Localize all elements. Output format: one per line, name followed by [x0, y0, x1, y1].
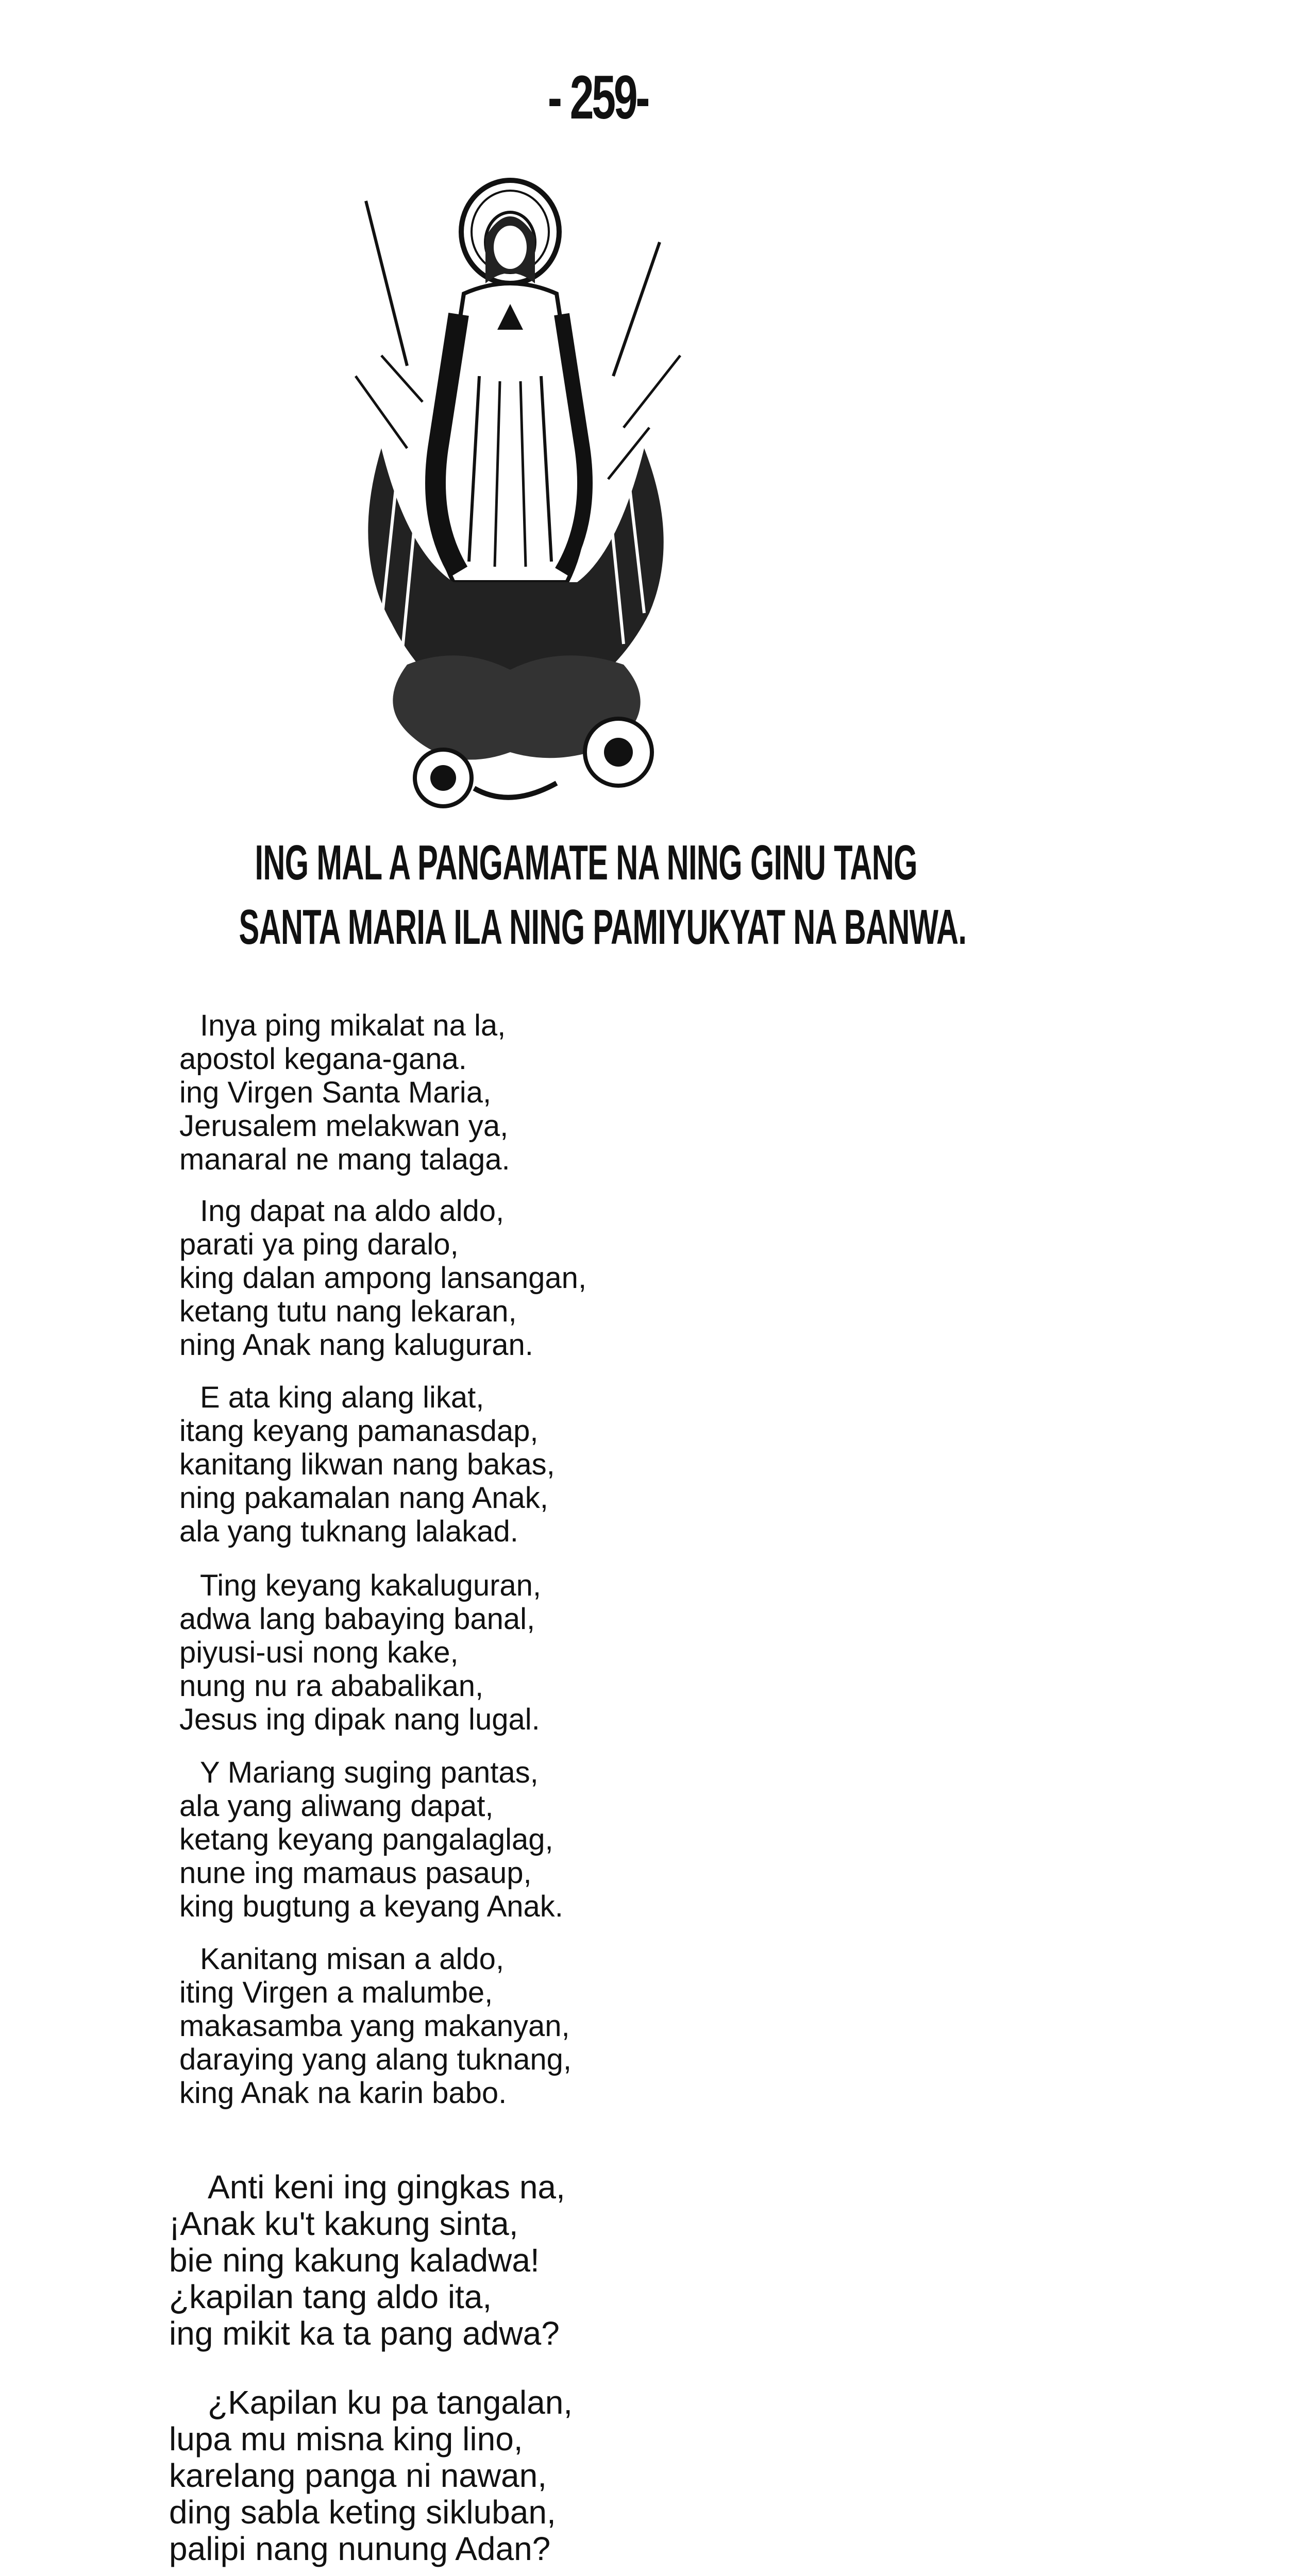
verse-line: E ata king alang likat,: [200, 1381, 484, 1414]
verse-line: ning Anak nang kaluguran.: [179, 1328, 533, 1362]
verse-line: iting Virgen a malumbe,: [179, 1976, 493, 2009]
verse-line: Anti keni ing gingkas na,: [208, 2168, 565, 2206]
verse-line: king dalan ampong lansangan,: [179, 1261, 587, 1295]
verse-line: ketang tutu nang lekaran,: [179, 1295, 517, 1328]
verse-line: manaral ne mang talaga.: [179, 1143, 510, 1176]
title-line-2: SANTA MARIA ILA NING PAMIYUKYAT NA BANWA.: [239, 900, 967, 955]
verse-line: ala yang tuknang lalakad.: [179, 1515, 518, 1548]
title-line-1: ING MAL A PANGAMATE NA NING GINU TANG: [255, 835, 917, 890]
stanza-1: [179, 1009, 510, 1176]
verse-line: ketang keyang pangalaglag,: [179, 1823, 553, 1856]
verse-line: ¿Kapilan ku pa tangalan,: [208, 2384, 573, 2421]
stanza-6: [179, 1942, 572, 2110]
verse-line: piyusi-usi nong kake,: [179, 1636, 459, 1669]
verse-line: Ting keyang kakaluguran,: [200, 1569, 542, 1602]
verse-line: Inya ping mikalat na la,: [200, 1009, 506, 1042]
verse-line: ala yang aliwang dapat,: [179, 1789, 494, 1823]
verse-line: Ing dapat na aldo aldo,: [200, 1194, 505, 1228]
stanza-3: [179, 1381, 555, 1548]
stanza-4: [179, 1569, 541, 1736]
verse-line: ¿kapilan tang aldo ita,: [169, 2278, 492, 2315]
stanza-2: [179, 1194, 586, 1362]
verse-line: Y Mariang suging pantas,: [200, 1756, 539, 1789]
stanza-8: [169, 2384, 573, 2567]
verse-line: nune ing mamaus pasaup,: [179, 1856, 532, 1890]
verse-line: adwa lang babaying banal,: [179, 1602, 535, 1636]
verse-line: Jesus ing dipak nang lugal.: [179, 1703, 540, 1736]
verse-line: Kanitang misan a aldo,: [200, 1942, 505, 1976]
verse-line: palipi nang nunung Adan?: [169, 2530, 551, 2567]
verse-line: itang keyang pamanasdap,: [179, 1414, 539, 1448]
verse-line: ing Virgen Santa Maria,: [179, 1076, 492, 1109]
stanza-7: [169, 2169, 565, 2352]
verse-line: lupa mu misna king lino,: [169, 2420, 523, 2458]
verse-line: makasamba yang makanyan,: [179, 2009, 570, 2043]
verse-line: king bugtung a keyang Anak.: [179, 1890, 563, 1923]
page-number: - 259-: [547, 63, 648, 132]
verse-line: nung nu ra ababalikan,: [179, 1669, 484, 1703]
verse-line: bie ning kakung kaladwa!: [169, 2242, 540, 2279]
stanza-5: [179, 1756, 563, 1923]
verse-line: ding sabla keting sikluban,: [169, 2494, 556, 2531]
verse-line: parati ya ping daralo,: [179, 1228, 459, 1261]
verse-line: ¡Anak ku't kakung sinta,: [169, 2205, 518, 2242]
verse-line: apostol kegana-gana.: [179, 1042, 467, 1076]
verse-line: ing mikit ka ta pang adwa?: [169, 2315, 560, 2352]
verse-line: karelang panga ni nawan,: [169, 2457, 547, 2494]
verse-line: king Anak na karin babo.: [179, 2076, 507, 2110]
verse-line: ning pakamalan nang Anak,: [179, 1481, 548, 1515]
verse-line: Jerusalem melakwan ya,: [179, 1109, 509, 1143]
verse-line: kanitang likwan nang bakas,: [179, 1448, 555, 1481]
virgin-mary-illustration: [289, 160, 742, 829]
verse-line: daraying yang alang tuknang,: [179, 2043, 572, 2076]
